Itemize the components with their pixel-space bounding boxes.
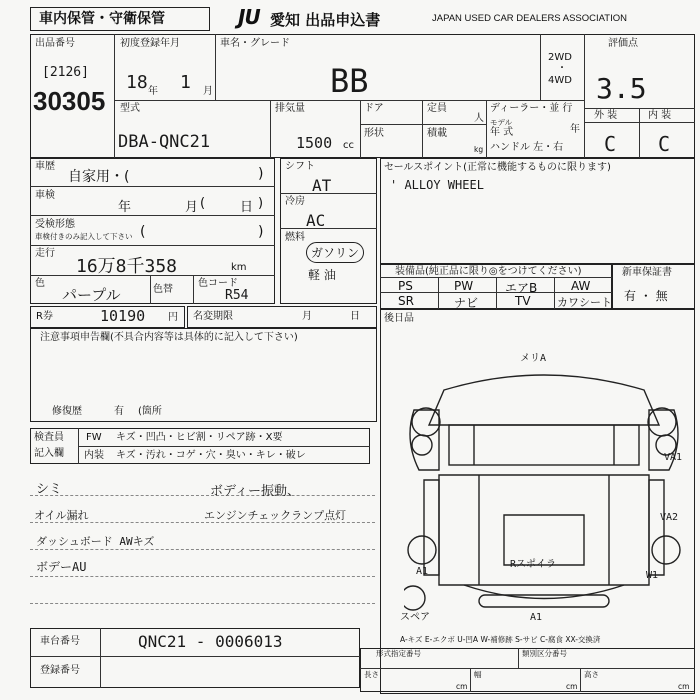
aircon-label: 冷房 xyxy=(285,196,305,207)
shift-label: シフト xyxy=(285,161,315,172)
diagram-right-low-note: W1 xyxy=(646,570,659,581)
ju-logo: JU xyxy=(238,5,260,29)
mileage-unit: km xyxy=(231,262,247,273)
capacity-label: 定員 xyxy=(427,103,447,114)
shift-value: AT xyxy=(312,176,332,195)
interior-label: 内 装 xyxy=(648,110,672,121)
registration-year: 18 xyxy=(126,72,148,93)
exterior-label: 外 装 xyxy=(594,110,618,121)
recycle-label: R券 xyxy=(36,311,53,322)
inspector-label-1: 検査員 xyxy=(34,432,64,443)
inspector-note-3: ダッシュボード AWキズ xyxy=(36,535,155,548)
storage-badge-text: 車内保管・守衛保管 xyxy=(39,11,165,27)
registration-year-unit: 年 xyxy=(148,86,158,97)
grade-label: 評価点 xyxy=(608,38,638,49)
color-code-value: R54 xyxy=(225,288,249,303)
inspector-label-2: 記入欄 xyxy=(34,448,64,459)
selling-points-frame xyxy=(380,158,695,265)
inspection-day: 日 xyxy=(240,200,254,215)
diagram-front-note: メリA xyxy=(520,353,547,364)
grade-score: 3.5 xyxy=(596,72,647,105)
inspection-year: 年 xyxy=(118,200,132,215)
door-label: ドア xyxy=(364,103,384,114)
aircon-value: AC xyxy=(306,211,326,230)
chassis-number: QNC21 - 0006013 xyxy=(138,632,283,651)
chassis-label: 車台番号 xyxy=(40,636,80,647)
model-name: BB xyxy=(330,62,369,100)
inspector-note-4: ボデーAU xyxy=(36,560,87,574)
selling-points-text: ' ALLOY WHEEL xyxy=(390,178,484,192)
registration-month: 1 xyxy=(180,72,191,93)
lot-number: 30305 xyxy=(33,86,106,116)
equipment-navi: ナビ xyxy=(454,296,479,310)
vehicle-detail-frame xyxy=(30,158,275,304)
fuel-gasoline: ガソリン xyxy=(306,242,364,263)
color-label: 色 xyxy=(35,278,45,289)
spare-label: スペア xyxy=(400,612,430,623)
repair-label: 修復歴 xyxy=(52,406,82,417)
history-close: ) xyxy=(258,166,264,182)
drive-separator: ・ xyxy=(557,63,567,74)
equipment-ps: PS xyxy=(398,279,413,293)
displacement-value: 1500 xyxy=(296,134,333,152)
model-year-label2: 年 式 xyxy=(490,127,514,138)
receive-close: ) xyxy=(258,224,264,240)
warranty-value: 有 ・ 無 xyxy=(624,289,668,303)
diagram-left-low-note: A1 xyxy=(416,566,429,577)
form-title: 愛知 出品申込書 xyxy=(270,11,381,29)
model-label: 車名・グレード xyxy=(220,38,290,49)
displacement-unit: cc xyxy=(343,140,354,151)
equipment-pw: PW xyxy=(454,279,474,293)
height-unit: cm xyxy=(678,682,690,691)
inspector-note-1b: ボディー振動、 xyxy=(210,484,300,499)
drive-2wd: 2WD xyxy=(548,52,572,63)
equipment-sr: SR xyxy=(398,294,414,308)
warranty-label: 新車保証書 xyxy=(622,267,672,278)
length-label: 長さ xyxy=(364,670,379,679)
inspector-note-2b: エンジンチェックランプ点灯 xyxy=(204,509,347,522)
receive-note: 車検付きのみ記入して下さい xyxy=(35,232,133,241)
inspector-interior-head: 内装 xyxy=(84,450,104,461)
registration-number-label: 登録番号 xyxy=(40,665,80,676)
load-label: 積載 xyxy=(427,128,447,139)
inspector-exterior-items: キズ・凹凸・ヒビ割・リペア跡・X要 xyxy=(116,432,283,443)
inspector-note-2: オイル漏れ xyxy=(34,509,89,522)
interior-grade: C xyxy=(658,132,671,156)
diagram-legend: A-キズ E-エクボ U-凹A W-補修跡 S-サビ C-腐食 XX-交換済 xyxy=(400,635,601,644)
inspection-open: ( xyxy=(200,196,206,211)
type-label: 型式 xyxy=(120,103,140,114)
name-change-month: 月 xyxy=(302,311,312,322)
association-name: JAPAN USED CAR DEALERS ASSOCIATION xyxy=(432,13,627,24)
shape-label: 形状 xyxy=(364,128,384,139)
fuel-diesel: 軽 油 xyxy=(308,268,336,282)
exterior-grade: C xyxy=(604,132,617,156)
category-number-label: 類別区分番号 xyxy=(522,649,567,658)
diagram-rear-spoiler-note: Rスポイラ xyxy=(510,559,557,570)
model-year-label1: モデル xyxy=(490,118,513,127)
lot-label: 出品番号 xyxy=(35,38,75,49)
load-unit: kg xyxy=(474,145,484,154)
mileage-value: 16万8千358 xyxy=(76,256,178,277)
repair-part: (箇所 xyxy=(138,406,162,417)
length-unit: cm xyxy=(456,682,468,691)
type-value: DBA-QNC21 xyxy=(118,132,211,152)
receive-label: 受検形態 xyxy=(35,219,75,230)
capacity-unit: 人 xyxy=(474,113,484,124)
width-label: 幅 xyxy=(474,670,482,679)
receive-open: ( xyxy=(140,224,146,240)
height-label: 高さ xyxy=(584,670,599,679)
history-label: 車歴 xyxy=(35,161,55,172)
mileage-label: 走行 xyxy=(35,248,55,259)
inspector-exterior-head: FW xyxy=(86,432,102,443)
registration-label: 初度登録年月 xyxy=(120,38,180,49)
registration-month-unit: 月 xyxy=(203,86,213,97)
name-change-day: 日 xyxy=(350,311,360,322)
inspection-close: ) xyxy=(258,196,264,211)
diagram-right-note: VA2 xyxy=(660,512,679,523)
inspection-label: 車検 xyxy=(35,190,55,201)
model-year-unit: 年 xyxy=(570,124,580,135)
inspector-interior-items: キズ・汚れ・コゲ・穴・臭い・キレ・破レ xyxy=(116,450,306,461)
equipment-label: 装備品(純正品に限り◎をつけてください) xyxy=(395,266,582,277)
drive-4wd: 4WD xyxy=(548,75,572,86)
equipment-aw: AW xyxy=(571,279,591,293)
color-value: パープル xyxy=(62,286,121,304)
notes-label: 注意事項申告欄(不具合内容等は具体的に記入して下さい) xyxy=(40,332,298,343)
width-unit: cm xyxy=(566,682,578,691)
equipment-leather-seat: カワシート xyxy=(557,296,612,309)
history-value: 自家用・( xyxy=(68,169,130,185)
inspector-note-1: シミ xyxy=(36,482,63,497)
repaint-label: 色替 xyxy=(153,284,173,295)
diagram-front-right-note: VA1 xyxy=(664,452,683,463)
format-number-label: 形式指定番号 xyxy=(376,649,421,658)
dealer-label: ディーラー・並 行 xyxy=(490,103,573,114)
repair-value: 有 xyxy=(114,406,124,417)
after-items-label: 後日品 xyxy=(384,313,414,324)
diagram-rear-note: A1 xyxy=(530,612,543,623)
fuel-label: 燃料 xyxy=(285,232,305,243)
selling-points-label: セールスポイント(正常に機能するものに限ります) xyxy=(384,162,611,173)
equipment-airbag: エアB xyxy=(505,281,538,295)
recycle-unit: 円 xyxy=(168,312,178,323)
car-diagram xyxy=(404,350,684,620)
recycle-value: 10190 xyxy=(100,307,146,325)
displacement-label: 排気量 xyxy=(275,103,305,114)
equipment-tv: TV xyxy=(515,294,531,308)
lot-code: [2126] xyxy=(42,65,89,80)
handle-label: ハンドル 左・右 xyxy=(490,142,564,153)
color-code-label: 色コード xyxy=(198,278,238,289)
name-change-label: 名変期限 xyxy=(193,311,233,322)
storage-badge xyxy=(30,7,210,31)
inspection-month: 月 xyxy=(185,200,199,215)
